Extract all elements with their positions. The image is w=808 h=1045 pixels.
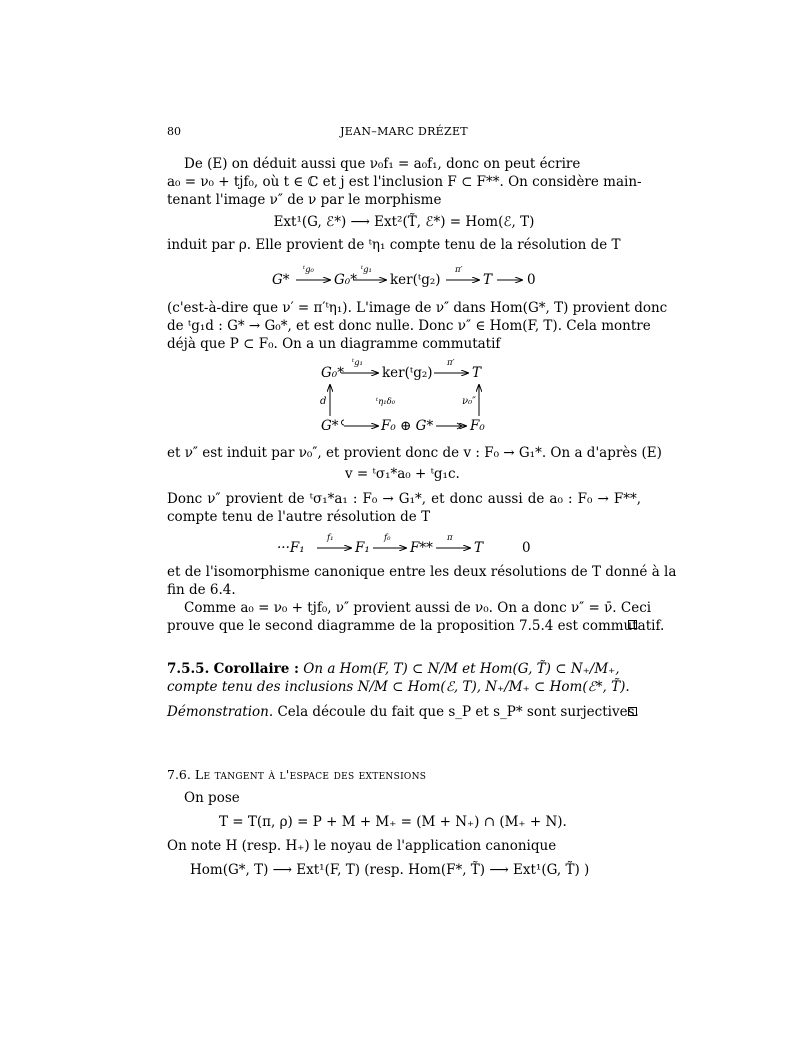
- arrow-label: π: [447, 533, 453, 543]
- paragraph-line: On pose: [184, 790, 240, 806]
- section-title: Le tangent à l'espace des extensions: [194, 767, 427, 782]
- corollary-number: 7.5.5.: [167, 661, 210, 677]
- arrow-label: π′: [447, 358, 455, 368]
- corollary-title: Corollaire :: [213, 661, 299, 677]
- qed-box: [628, 620, 637, 629]
- paragraph-line: (c'est-à-dire que ν′ = π′ᵗη₁). L'image de ν″ dans Hom(G*, T) provient donc: [167, 300, 668, 316]
- qed-box: [628, 707, 637, 716]
- diagram-node: F₀ ⊕ G*: [381, 418, 434, 434]
- corollary-statement: On a Hom(F, T) ⊂ N/M et Hom(G, T̃) ⊂ N₊/M₊,: [303, 661, 620, 677]
- proof-label: Démonstration.: [167, 704, 274, 720]
- paragraph-line: compte tenu de l'autre résolution de T: [167, 509, 431, 525]
- paragraph-line: induit par ρ. Elle provient de ᵗη₁ compte tenu de la résolution de T: [167, 237, 621, 253]
- section-heading: [167, 766, 426, 784]
- paragraph-line: et ν″ est induit par ν₀″, et provient donc de v : F₀ → G₁*. On a d'après (E): [167, 445, 662, 461]
- diagram-node: T: [474, 540, 484, 556]
- hook-arrow-tail: [342, 420, 345, 425]
- diagram-node: F₀: [470, 418, 485, 434]
- arrow-label: π′: [455, 265, 463, 275]
- diagram-node: G*: [321, 418, 339, 434]
- diagram-node: T: [472, 365, 482, 381]
- equation-hom: Hom(G*, T) ⟶ Ext¹(F, T) (resp. Hom(F*, T̃) ⟶ Ext¹(G, T̃) ): [190, 862, 590, 878]
- paragraph-line: de ᵗg₁d : G* → G₀*, et est donc nulle. Donc ν″ ∈ Hom(F, T). Cela montre: [167, 318, 651, 334]
- diagram-node: 0: [522, 540, 531, 556]
- arrow-label: ᵗη₁δ₀: [376, 397, 396, 407]
- proof-text: Cela découle du fait que s_P et s_P* sont surjectives.: [277, 704, 639, 720]
- arrow-label: ᵗg₁: [352, 358, 363, 368]
- diagram-node: ker(ᵗg₂): [382, 365, 433, 381]
- paragraph-line: fin de 6.4.: [167, 582, 236, 598]
- paragraph-line: déjà que P ⊂ F₀. On a un diagramme commutatif: [167, 336, 501, 352]
- diagram-node: F**: [410, 540, 433, 556]
- paragraph-line: On note H (resp. H₊) le noyau de l'application canonique: [167, 838, 557, 854]
- arrow-label: f₁: [327, 533, 334, 543]
- arrow-label: f₀: [384, 533, 391, 543]
- paragraph-line: prouve que le second diagramme de la proposition 7.5.4 est commutatif.: [167, 618, 665, 634]
- diagram-node: G₀*: [321, 365, 344, 381]
- paragraph-line: Comme a₀ = ν₀ + tjf₀, ν″ provient aussi de ν₀. On a donc ν″ = ν̄. Ceci: [184, 600, 652, 616]
- diagram-node: ···F₁: [277, 540, 305, 556]
- diagram-node: ker(ᵗg₂): [390, 272, 441, 288]
- arrow-label: d: [320, 396, 327, 407]
- equation-ext: Ext¹(G, ℰ*) ⟶ Ext²(T̃, ℰ*) = Hom(ℰ, T): [273, 214, 535, 230]
- paragraph-line: tenant l'image ν″ de ν par le morphisme: [167, 192, 442, 208]
- diagram-node: F₁: [355, 540, 370, 556]
- paragraph-line: De (E) on déduit aussi que ν₀f₁ = a₀f₁, donc on peut écrire: [184, 156, 581, 172]
- paragraph-line: et de l'isomorphisme canonique entre les deux résolutions de T donné à la: [167, 564, 677, 580]
- arrow-label: ᵗg₀: [303, 265, 314, 275]
- arrow-label: ᵗg₁: [361, 265, 372, 275]
- diagram-node: G₀*: [334, 272, 357, 288]
- paragraph-line: Donc ν″ provient de ᵗσ₁*a₁ : F₀ → G₁*, et donc aussi de a₀ : F₀ → F**,: [167, 491, 641, 507]
- diagram-node: G*: [272, 272, 290, 288]
- equation-v: v = ᵗσ₁*a₀ + ᵗg₁c.: [345, 466, 460, 482]
- corollary-heading: [167, 660, 620, 678]
- page-number: 80: [167, 125, 181, 138]
- equation-tangent: T = T(π, ρ) = P + M + M₊ = (M + N₊) ∩ (M₊ + N).: [219, 814, 567, 830]
- running-title: JEAN–MARC DRÉZET: [340, 125, 468, 138]
- arrow-label: ν₀″: [462, 396, 476, 407]
- proof-line: [167, 703, 639, 721]
- paragraph-line: a₀ = ν₀ + tjf₀, où t ∈ ℂ et j est l'inclusion F ⊂ F**. On considère main-: [167, 174, 642, 190]
- corollary-statement-line: compte tenu des inclusions N/M ⊂ Hom(ℰ, T), N₊/M₊ ⊂ Hom(ℰ*, T̃).: [167, 679, 630, 695]
- section-number: 7.6.: [167, 767, 191, 782]
- diagram-node: 0: [527, 272, 536, 288]
- diagram-node: T: [483, 272, 493, 288]
